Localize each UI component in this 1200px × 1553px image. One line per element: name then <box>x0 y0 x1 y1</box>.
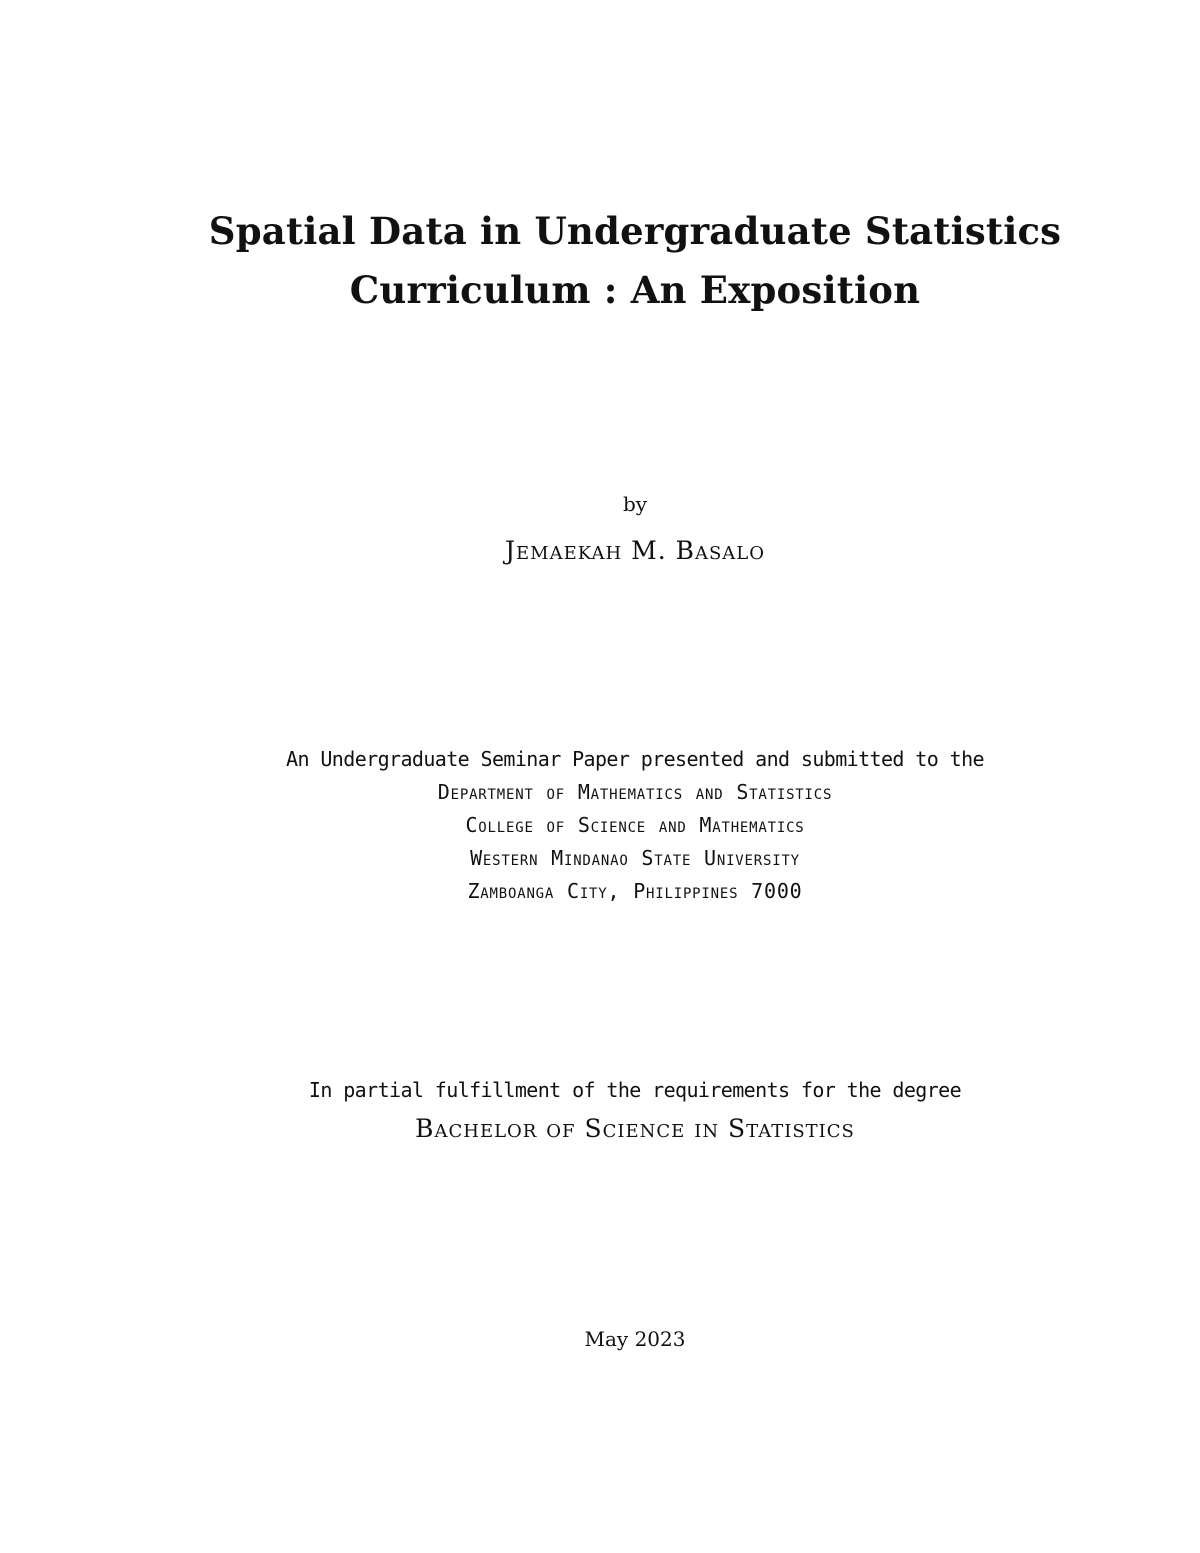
department-name: Department of Mathematics and Statistics <box>437 780 833 804</box>
university-name: Western Mindanao State University <box>470 846 800 870</box>
paper-title-line-2: Curriculum : An Exposition <box>349 268 921 312</box>
submission-intro: An Undergraduate Seminar Paper presented and submitted to the <box>286 747 984 771</box>
author-name: Jemaekah M. Basalo <box>505 536 765 565</box>
by-label: by <box>622 492 648 516</box>
college-name: College of Science and Mathematics <box>465 813 805 837</box>
submission-date: May 2023 <box>584 1327 686 1351</box>
degree-intro: In partial fulfillment of the requirements for the degree <box>308 1078 962 1102</box>
paper-title-line-1: Spatial Data in Undergraduate Statistics <box>208 209 1062 253</box>
degree-name: Bachelor of Science in Statistics <box>415 1114 855 1143</box>
city-address: Zamboanga City, Philippines 7000 <box>467 879 803 903</box>
